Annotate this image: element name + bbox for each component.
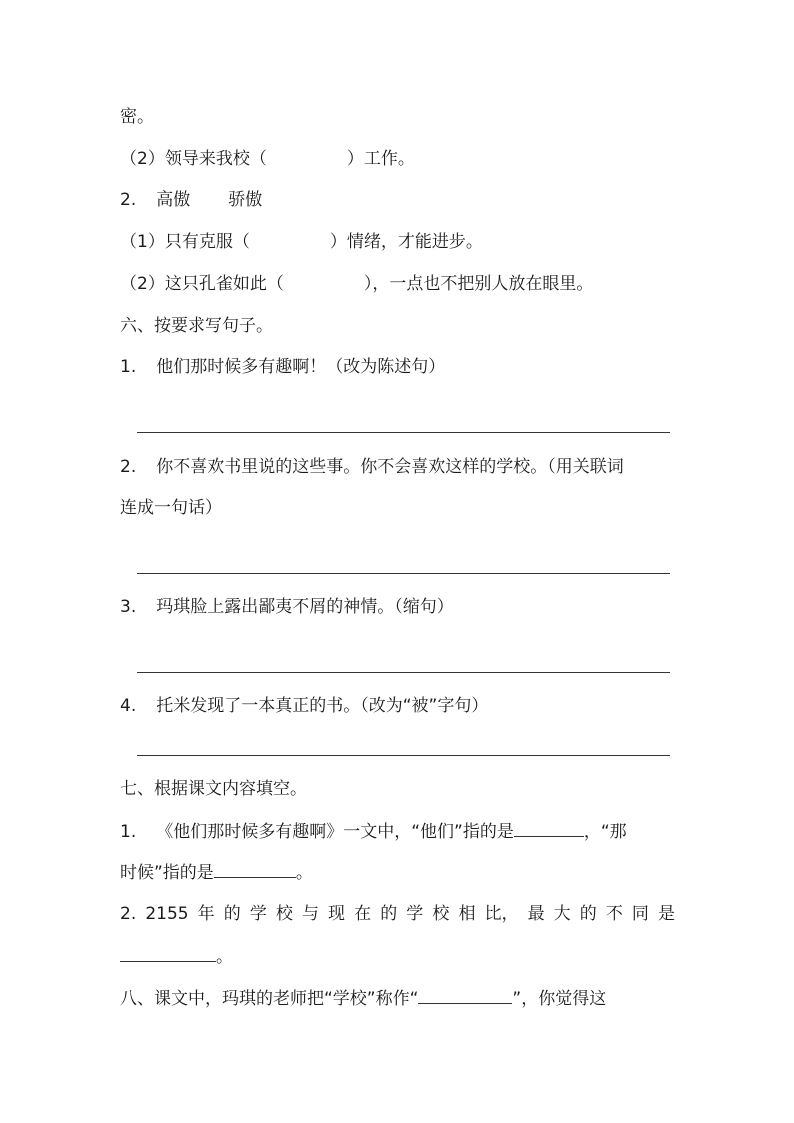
answer-line-4[interactable]	[137, 755, 670, 756]
q-text-after: ）工作。	[346, 149, 415, 169]
q-text-before: 时候”指的是	[120, 863, 214, 883]
fill-blank[interactable]	[514, 820, 584, 837]
q-text-before: （1）只有克服（	[120, 232, 250, 252]
answer-line-2[interactable]	[137, 573, 670, 574]
sec8-question	[120, 987, 606, 1010]
q-text-after: ）情绪，才能进步。	[329, 232, 483, 252]
fill-blank[interactable]	[418, 987, 512, 1004]
q-text-before: （2）这只孔雀如此（	[120, 274, 284, 294]
sec6-heading: 六、按要求写句子。	[120, 316, 273, 336]
answer-line-1[interactable]	[137, 432, 670, 433]
fill-blank[interactable]	[120, 945, 216, 962]
sec5-q2-2	[120, 273, 593, 295]
q-text-before: （2）领导来我校（	[120, 149, 267, 169]
spaced-word: 年	[197, 904, 215, 924]
sec6-q2	[120, 456, 624, 478]
spaced-word: 的	[223, 904, 241, 924]
fill-blank[interactable]	[214, 861, 296, 878]
word-1: 高傲	[156, 190, 191, 210]
spaced-word: 2155	[145, 904, 189, 924]
q-text-after: ），一点也不把别人放在眼里。	[363, 274, 594, 294]
spaced-word: 的	[380, 904, 398, 924]
q-text-after: 。	[295, 863, 313, 883]
q-number: 4.	[120, 696, 137, 716]
spaced-word: 同	[631, 904, 649, 924]
sec6-q2-cont: 连成一句话）	[120, 498, 222, 518]
word-2: 骄傲	[228, 190, 263, 210]
q-number: 2.	[120, 904, 137, 924]
q-number: 2.	[120, 457, 137, 477]
q-number: 1.	[120, 822, 137, 842]
sec7-q2-line2	[120, 945, 233, 968]
q-number: 2.	[120, 190, 137, 210]
spaced-word: 与	[301, 904, 319, 924]
spaced-word: 是	[657, 904, 675, 924]
sec5-q2-1	[120, 231, 483, 253]
q-text-before: 《他们那时候多有趣啊》一文中，“他们”指的是	[156, 822, 514, 842]
sec6-q1	[120, 356, 445, 378]
q-text: 他们那时候多有趣啊！（改为陈述句）	[156, 357, 446, 377]
spaced-word: 的	[579, 904, 597, 924]
spaced-word: 学	[406, 904, 424, 924]
spaced-word: 学	[249, 904, 267, 924]
sec6-q3	[120, 596, 454, 618]
q-text: 你不喜欢书里说的这些事。你不会喜欢这样的学校。（用关联词	[156, 457, 624, 477]
sec7-q1-line1	[120, 820, 627, 843]
q-text-end: 。	[216, 947, 233, 967]
sec5-q1-2	[120, 148, 415, 170]
sec7-q2-line1	[120, 903, 675, 925]
sec6-q4	[120, 695, 488, 717]
q-text: 托米发现了一本真正的书。（改为“被”字句）	[156, 696, 489, 716]
continuation-text: 密。	[120, 107, 154, 127]
spaced-word: 不	[605, 904, 623, 924]
spaced-word: 在	[354, 904, 372, 924]
spaced-word: 相	[458, 904, 476, 924]
q-text: 玛琪脸上露出鄙夷不屑的神情。（缩句）	[156, 597, 454, 617]
sec7-q1-line2	[120, 861, 313, 884]
spaced-word: 校	[275, 904, 293, 924]
spaced-word: 现	[328, 904, 346, 924]
q-number: 1.	[120, 357, 137, 377]
spaced-word: 最	[527, 904, 545, 924]
q-number: 3.	[120, 597, 137, 617]
spaced-word: 比，	[484, 904, 519, 924]
sec5-q2-words	[120, 189, 262, 211]
q-text-before: 八、课文中，玛琪的老师把“学校”称作“	[120, 989, 419, 1009]
sec7-heading: 七、根据课文内容填空。	[120, 779, 307, 799]
spaced-word: 大	[553, 904, 571, 924]
answer-line-3[interactable]	[137, 672, 670, 673]
spaced-word: 校	[432, 904, 450, 924]
q-text-after: ”，你觉得这	[512, 989, 607, 1009]
q-text-mid: ，“那	[583, 822, 627, 842]
